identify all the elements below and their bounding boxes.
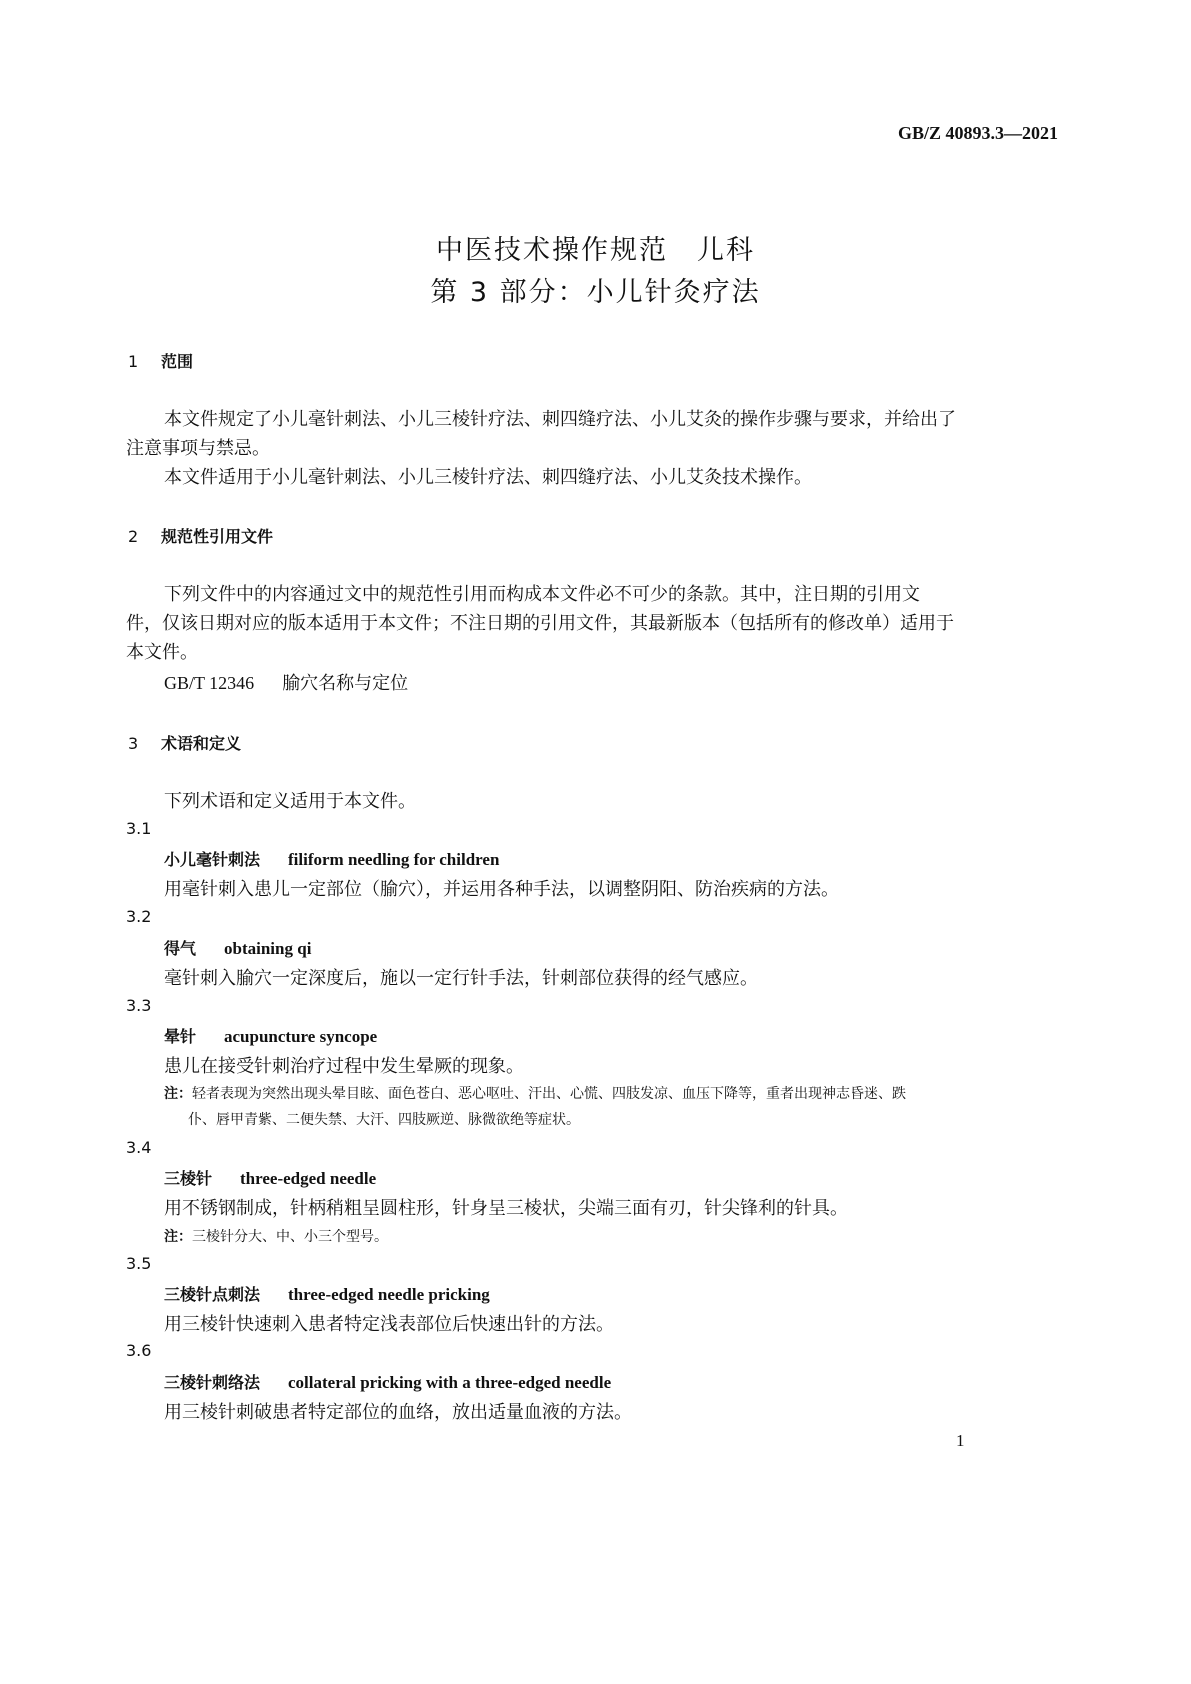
clause-number: 3.3: [126, 996, 152, 1015]
term-chinese: 三棱针刺络法: [164, 1373, 261, 1392]
term-chinese: 小儿毫针刺法: [164, 850, 261, 869]
term-definition: 用毫针刺入患儿一定部位（腧穴），并运用各种手法，以调整阴阳、防治疾病的方法。: [164, 879, 839, 900]
term-english: filiform needling for children: [288, 850, 500, 869]
term-entry: [164, 1370, 611, 1393]
references-para-line2: 件，仅该日期对应的版本适用于本文件；不注日期的引用文件，其最新版本（包括所有的修改单）适用于: [126, 613, 954, 634]
term-definition: 患儿在接受针刺治疗过程中发生晕厥的现象。: [164, 1056, 524, 1077]
term-definition: 用三棱针刺破患者特定部位的血络，放出适量血液的方法。: [164, 1402, 632, 1423]
term-english: collateral pricking with a three-edged needle: [288, 1373, 612, 1392]
term-entry: [164, 936, 311, 959]
scope-para1-line2: 注意事项与禁忌。: [126, 438, 270, 459]
note-text: 轻者表现为突然出现头晕目眩、面色苍白、恶心呕吐、汗出、心慌、四肢发凉、血压下降等，重者出现神志昏迷、跌: [192, 1086, 906, 1102]
term-chinese: 三棱针: [164, 1169, 213, 1188]
section-heading-terms: [128, 731, 241, 754]
term-chinese: 得气: [164, 939, 197, 958]
reference-title: 腧穴名称与定位: [282, 673, 409, 694]
clause-number: 3.6: [126, 1341, 152, 1360]
note-text: 三棱针分大、中、小三个型号。: [192, 1229, 388, 1245]
term-entry: [164, 1024, 377, 1047]
scope-para1-line1: 本文件规定了小儿毫针刺法、小儿三棱针疗法、刺四缝疗法、小儿艾灸的操作步骤与要求，并给出了: [164, 409, 956, 430]
term-chinese: 晕针: [164, 1027, 197, 1046]
clause-number: 3.1: [126, 819, 152, 838]
references-para-line1: 下列文件中的内容通过文中的规范性引用而构成本文件必不可少的条款。其中，注日期的引用文: [164, 584, 920, 605]
term-definition: 用不锈钢制成，针柄稍粗呈圆柱形，针身呈三棱状，尖端三面有刃，针尖锋利的针具。: [164, 1198, 848, 1219]
term-definition: 毫针刺入腧穴一定深度后，施以一定行针手法，针刺部位获得的经气感应。: [164, 968, 758, 989]
document-title-line2: 第 3 部分：小儿针灸疗法: [430, 277, 761, 308]
section-heading-normative-references: [128, 524, 273, 547]
term-note-continuation: 仆、唇甲青紫、二便失禁、大汗、四肢厥逆、脉微欲绝等症状。: [188, 1112, 580, 1128]
term-note: [164, 1083, 906, 1103]
section-title: 术语和定义: [161, 734, 242, 753]
note-label: 注：: [164, 1229, 192, 1245]
term-english: obtaining qi: [224, 939, 312, 958]
page-number: 1: [956, 1431, 965, 1450]
section-number: 1: [128, 352, 139, 371]
term-definition: 用三棱针快速刺入患者特定浅表部位后快速出针的方法。: [164, 1314, 614, 1335]
reference-code: GB/T 12346: [164, 673, 255, 693]
clause-number: 3.4: [126, 1138, 152, 1157]
term-chinese: 三棱针点刺法: [164, 1285, 261, 1304]
section-number: 3: [128, 734, 139, 753]
terms-intro: 下列术语和定义适用于本文件。: [164, 791, 416, 812]
term-english: three-edged needle pricking: [288, 1285, 490, 1304]
clause-number: 3.5: [126, 1254, 152, 1273]
section-heading-scope: [128, 349, 193, 372]
section-number: 2: [128, 527, 139, 546]
section-title: 范围: [161, 352, 194, 371]
section-title: 规范性引用文件: [161, 527, 274, 546]
references-para-line3: 本文件。: [126, 642, 198, 663]
term-note: [164, 1226, 388, 1246]
term-english: three-edged needle: [240, 1169, 377, 1188]
scope-para2: 本文件适用于小儿毫针刺法、小儿三棱针疗法、刺四缝疗法、小儿艾灸技术操作。: [164, 467, 812, 488]
reference-entry: [164, 669, 408, 695]
note-label: 注：: [164, 1086, 192, 1102]
term-entry: [164, 1282, 490, 1305]
term-entry: [164, 847, 499, 870]
term-english: acupuncture syncope: [224, 1027, 378, 1046]
clause-number: 3.2: [126, 907, 152, 926]
term-entry: [164, 1166, 376, 1189]
document-title-line1: 中医技术操作规范 儿科: [436, 235, 755, 266]
standard-number: GB/Z 40893.3—2021: [897, 123, 1058, 143]
